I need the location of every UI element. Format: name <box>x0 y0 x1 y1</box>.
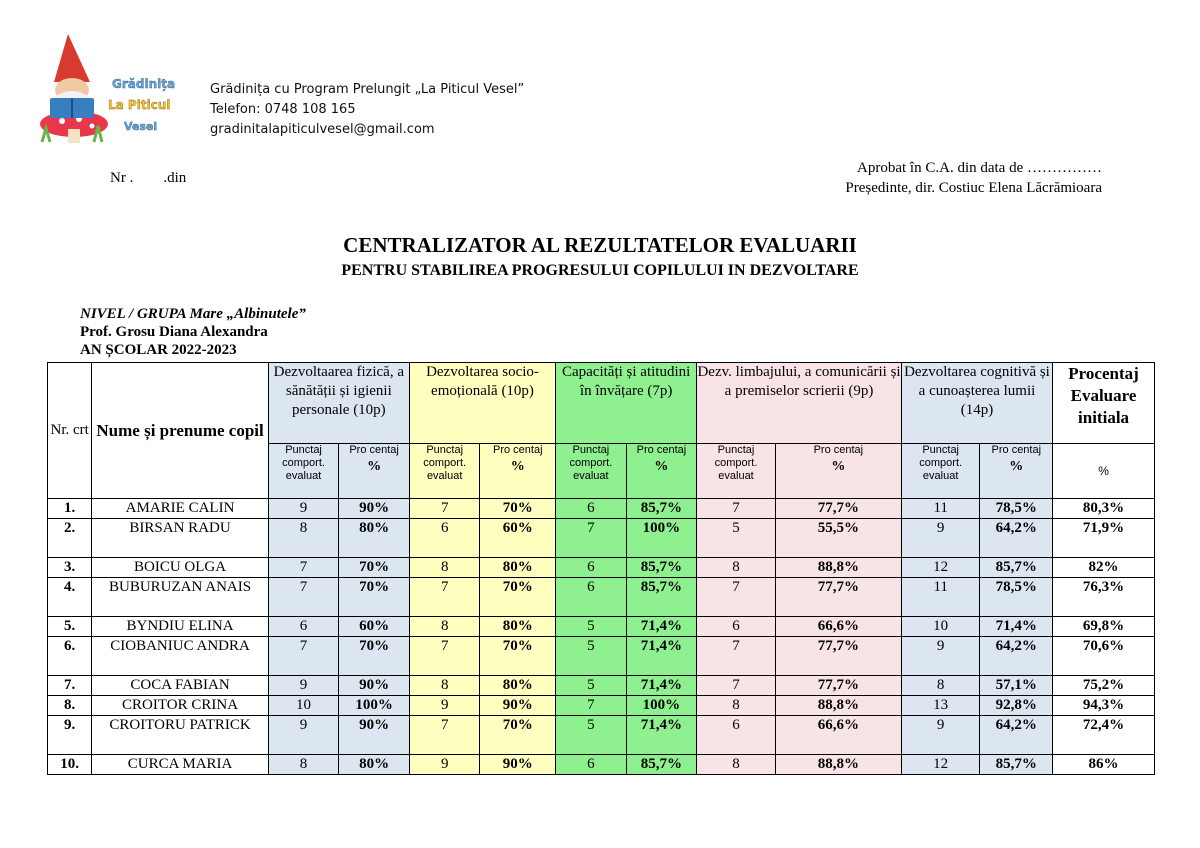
sub-score-header <box>556 444 627 499</box>
domain-percentage: 77,7% <box>775 578 901 617</box>
domain-score: 8 <box>697 696 776 716</box>
domain-percentage: 57,1% <box>980 676 1053 696</box>
col-nr-header: Nr. crt <box>48 363 92 499</box>
total-percentage: 69,8% <box>1053 617 1155 637</box>
contact-block <box>210 80 524 140</box>
domain-percentage: 78,5% <box>980 578 1053 617</box>
domain-score: 7 <box>697 676 776 696</box>
sub-pct-label: Pro centaj <box>813 444 864 456</box>
sub-pct-symbol: % <box>510 459 525 474</box>
domain-percentage: 100% <box>626 519 697 558</box>
row-number: 3. <box>48 558 92 578</box>
domain-percentage: 88,8% <box>775 696 901 716</box>
domain-percentage: 77,7% <box>775 637 901 676</box>
domain-score: 11 <box>901 499 980 519</box>
kindergarten-logo <box>24 24 204 152</box>
domain-score: 6 <box>556 755 627 775</box>
table-row <box>48 716 1155 755</box>
domain-score: 7 <box>268 558 339 578</box>
domain-percentage: 100% <box>626 696 697 716</box>
row-number: 6. <box>48 637 92 676</box>
domain-score: 8 <box>409 676 480 696</box>
domain-score: 7 <box>556 519 627 558</box>
child-name: CIOBANIUC ANDRA <box>92 637 268 676</box>
domain-score: 10 <box>901 617 980 637</box>
domain-score: 6 <box>556 499 627 519</box>
evaluation-table <box>47 362 1155 775</box>
sub-pct-label: Pro centaj <box>493 444 543 456</box>
domain-percentage: 71,4% <box>980 617 1053 637</box>
domain-score: 7 <box>409 578 480 617</box>
logo-text-line2: La Piticul <box>108 98 171 112</box>
sub-pct-symbol: % <box>654 459 669 474</box>
table-row <box>48 637 1155 676</box>
sub-score-header <box>901 444 980 499</box>
col-name-header: Nume și prenume copil <box>92 363 268 499</box>
domain-score: 9 <box>901 519 980 558</box>
row-number: 5. <box>48 617 92 637</box>
domain-score: 7 <box>697 637 776 676</box>
domain-percentage: 85,7% <box>626 578 697 617</box>
domain-percentage: 70% <box>339 578 410 617</box>
domain-score: 7 <box>556 696 627 716</box>
domain-header-socio: Dezvoltarea socio-emoțională (10p) <box>409 363 555 444</box>
domain-score: 7 <box>409 499 480 519</box>
child-name: BOICU OLGA <box>92 558 268 578</box>
domain-percentage: 80% <box>480 676 556 696</box>
total-percentage: 75,2% <box>1053 676 1155 696</box>
domain-percentage: 77,7% <box>775 499 901 519</box>
table-row <box>48 499 1155 519</box>
domain-percentage: 70% <box>480 499 556 519</box>
domain-percentage: 70% <box>480 637 556 676</box>
row-number: 10. <box>48 755 92 775</box>
domain-percentage: 71,4% <box>626 676 697 696</box>
domain-percentage: 80% <box>480 617 556 637</box>
row-number: 4. <box>48 578 92 617</box>
table-row <box>48 696 1155 716</box>
group-line: NIVEL / GRUPA Mare „Albinutele” <box>80 306 306 322</box>
child-name: AMARIE CALIN <box>92 499 268 519</box>
domain-header-cognitive: Dezvoltarea cognitivă și a cunoașterea lumii (14p) <box>901 363 1052 444</box>
domain-score: 8 <box>697 755 776 775</box>
domain-score: 10 <box>268 696 339 716</box>
approval-block <box>845 158 1102 198</box>
domain-score: 6 <box>556 558 627 578</box>
total-percentage: 82% <box>1053 558 1155 578</box>
child-name: CURCA MARIA <box>92 755 268 775</box>
total-percentage: 70,6% <box>1053 637 1155 676</box>
domain-score: 7 <box>697 499 776 519</box>
domain-percentage: 70% <box>480 716 556 755</box>
child-name: CROITOR CRINA <box>92 696 268 716</box>
domain-header-physical: Dezvoltaarea fizică, a sănătății și igienii personale (10p) <box>268 363 409 444</box>
table-row <box>48 558 1155 578</box>
domain-score: 9 <box>268 499 339 519</box>
sub-pct-label: Pro centaj <box>636 444 687 456</box>
document-title: CENTRALIZATOR AL REZULTATELOR EVALUARII <box>343 233 857 257</box>
domain-header-learning: Capacități și atitudini în învățare (7p) <box>556 363 697 444</box>
sub-pct-label: Pro centaj <box>991 444 1042 456</box>
year-line: AN ȘCOLAR 2022-2023 <box>80 342 237 358</box>
domain-score: 6 <box>697 617 776 637</box>
sub-pct-header <box>775 444 901 499</box>
domain-score: 9 <box>409 755 480 775</box>
domain-percentage: 70% <box>480 578 556 617</box>
col-total-header: Procentaj Evaluare initiala <box>1053 363 1155 444</box>
domain-percentage: 90% <box>339 676 410 696</box>
child-name: BYNDIU ELINA <box>92 617 268 637</box>
domain-percentage: 80% <box>339 755 410 775</box>
domain-score: 12 <box>901 755 980 775</box>
domain-percentage: 77,7% <box>775 676 901 696</box>
domain-percentage: 70% <box>339 558 410 578</box>
domain-percentage: 60% <box>480 519 556 558</box>
domain-score: 8 <box>409 558 480 578</box>
institution-name: Grădinița cu Program Prelungit „La Piticul Vesel” <box>210 82 525 97</box>
teacher-line: Prof. Grosu Diana Alexandra <box>80 324 268 340</box>
domain-score: 5 <box>697 519 776 558</box>
table-row <box>48 676 1155 696</box>
nr-line: Nr . .din <box>110 170 187 186</box>
domain-percentage: 85,7% <box>980 558 1053 578</box>
logo-text-line3: Vesel <box>124 120 158 133</box>
sub-pct-symbol: % <box>367 459 382 474</box>
domain-score: 5 <box>556 617 627 637</box>
domain-score: 7 <box>409 637 480 676</box>
total-percentage: 76,3% <box>1053 578 1155 617</box>
domain-percentage: 71,4% <box>626 716 697 755</box>
child-name: BIRSAN RADU <box>92 519 268 558</box>
domain-score: 5 <box>556 676 627 696</box>
table-body <box>48 499 1155 775</box>
domain-score: 13 <box>901 696 980 716</box>
row-number: 2. <box>48 519 92 558</box>
domain-percentage: 85,7% <box>626 558 697 578</box>
domain-score: 6 <box>268 617 339 637</box>
sub-pct-header <box>980 444 1053 499</box>
sub-score-label: Punctaj comport. evaluat <box>569 444 613 482</box>
domain-score: 6 <box>409 519 480 558</box>
sub-pct-header <box>339 444 410 499</box>
total-percentage: 80,3% <box>1053 499 1155 519</box>
sub-score-label: Punctaj comport. evaluat <box>919 444 963 482</box>
domain-score: 6 <box>556 578 627 617</box>
domain-percentage: 71,4% <box>626 617 697 637</box>
table-row <box>48 617 1155 637</box>
domain-percentage: 64,2% <box>980 716 1053 755</box>
domain-score: 7 <box>268 637 339 676</box>
domain-percentage: 85,7% <box>626 499 697 519</box>
domain-score: 11 <box>901 578 980 617</box>
domain-score: 12 <box>901 558 980 578</box>
domain-score: 9 <box>268 716 339 755</box>
domain-score: 9 <box>409 696 480 716</box>
total-percentage: 71,9% <box>1053 519 1155 558</box>
total-percentage: 86% <box>1053 755 1155 775</box>
domain-percentage: 80% <box>480 558 556 578</box>
domain-percentage: 85,7% <box>626 755 697 775</box>
approval-line2: Președinte, dir. Costiuc Elena Lăcrămioara <box>845 180 1102 196</box>
sub-pct-label: Pro centaj <box>349 444 399 456</box>
domain-score: 8 <box>268 755 339 775</box>
approval-line1: Aprobat în C.A. din data de …………… <box>857 160 1102 176</box>
domain-score: 9 <box>268 676 339 696</box>
row-number: 7. <box>48 676 92 696</box>
sub-score-header <box>268 444 339 499</box>
phone: Telefon: 0748 108 165 <box>210 102 356 117</box>
sub-pct-header <box>480 444 556 499</box>
domain-percentage: 60% <box>339 617 410 637</box>
domain-percentage: 90% <box>339 499 410 519</box>
domain-percentage: 88,8% <box>775 755 901 775</box>
meta-block <box>80 305 306 359</box>
sub-score-header <box>409 444 480 499</box>
child-name: CROITORU PATRICK <box>92 716 268 755</box>
table-row <box>48 755 1155 775</box>
child-name: BUBURUZAN ANAIS <box>92 578 268 617</box>
sub-score-header <box>697 444 776 499</box>
domain-score: 9 <box>901 716 980 755</box>
domain-score: 8 <box>901 676 980 696</box>
sub-pct-header <box>626 444 697 499</box>
domain-percentage: 92,8% <box>980 696 1053 716</box>
sub-score-label: Punctaj comport. evaluat <box>282 444 325 482</box>
domain-score: 9 <box>901 637 980 676</box>
sub-score-label: Punctaj comport. evaluat <box>423 444 467 482</box>
domain-score: 8 <box>409 617 480 637</box>
domain-percentage: 66,6% <box>775 716 901 755</box>
domain-percentage: 66,6% <box>775 617 901 637</box>
sub-pct-symbol: % <box>831 459 846 474</box>
domain-percentage: 100% <box>339 696 410 716</box>
domain-score: 6 <box>697 716 776 755</box>
domain-percentage: 64,2% <box>980 637 1053 676</box>
document-subtitle: PENTRU STABILIREA PROGRESULUI COPILULUI IN DEZVOLTARE <box>341 262 859 279</box>
domain-score: 7 <box>268 578 339 617</box>
sub-score-label: Punctaj comport. evaluat <box>714 444 758 482</box>
email: gradinitalapiticulvesel@gmail.com <box>210 122 435 137</box>
domain-percentage: 55,5% <box>775 519 901 558</box>
row-number: 8. <box>48 696 92 716</box>
domain-percentage: 90% <box>339 716 410 755</box>
domain-percentage: 70% <box>339 637 410 676</box>
table-row <box>48 578 1155 617</box>
domain-score: 8 <box>268 519 339 558</box>
total-percentage: 94,3% <box>1053 696 1155 716</box>
domain-score: 7 <box>409 716 480 755</box>
domain-percentage: 85,7% <box>980 755 1053 775</box>
domain-percentage: 90% <box>480 696 556 716</box>
domain-percentage: 88,8% <box>775 558 901 578</box>
logo-text-line1: Grădinița <box>112 77 176 91</box>
row-number: 9. <box>48 716 92 755</box>
domain-percentage: 64,2% <box>980 519 1053 558</box>
domain-percentage: 80% <box>339 519 410 558</box>
domain-score: 7 <box>697 578 776 617</box>
row-number: 1. <box>48 499 92 519</box>
domain-header-language: Dezv. limbajului, a comunicării și a premiselor scrierii (9p) <box>697 363 902 444</box>
domain-score: 5 <box>556 716 627 755</box>
domain-percentage: 71,4% <box>626 637 697 676</box>
sub-total-header: % <box>1053 444 1155 499</box>
total-percentage: 72,4% <box>1053 716 1155 755</box>
sub-pct-symbol: % <box>1009 459 1024 474</box>
domain-percentage: 78,5% <box>980 499 1053 519</box>
domain-score: 5 <box>556 637 627 676</box>
domain-percentage: 90% <box>480 755 556 775</box>
table-row <box>48 519 1155 558</box>
child-name: COCA FABIAN <box>92 676 268 696</box>
domain-score: 8 <box>697 558 776 578</box>
